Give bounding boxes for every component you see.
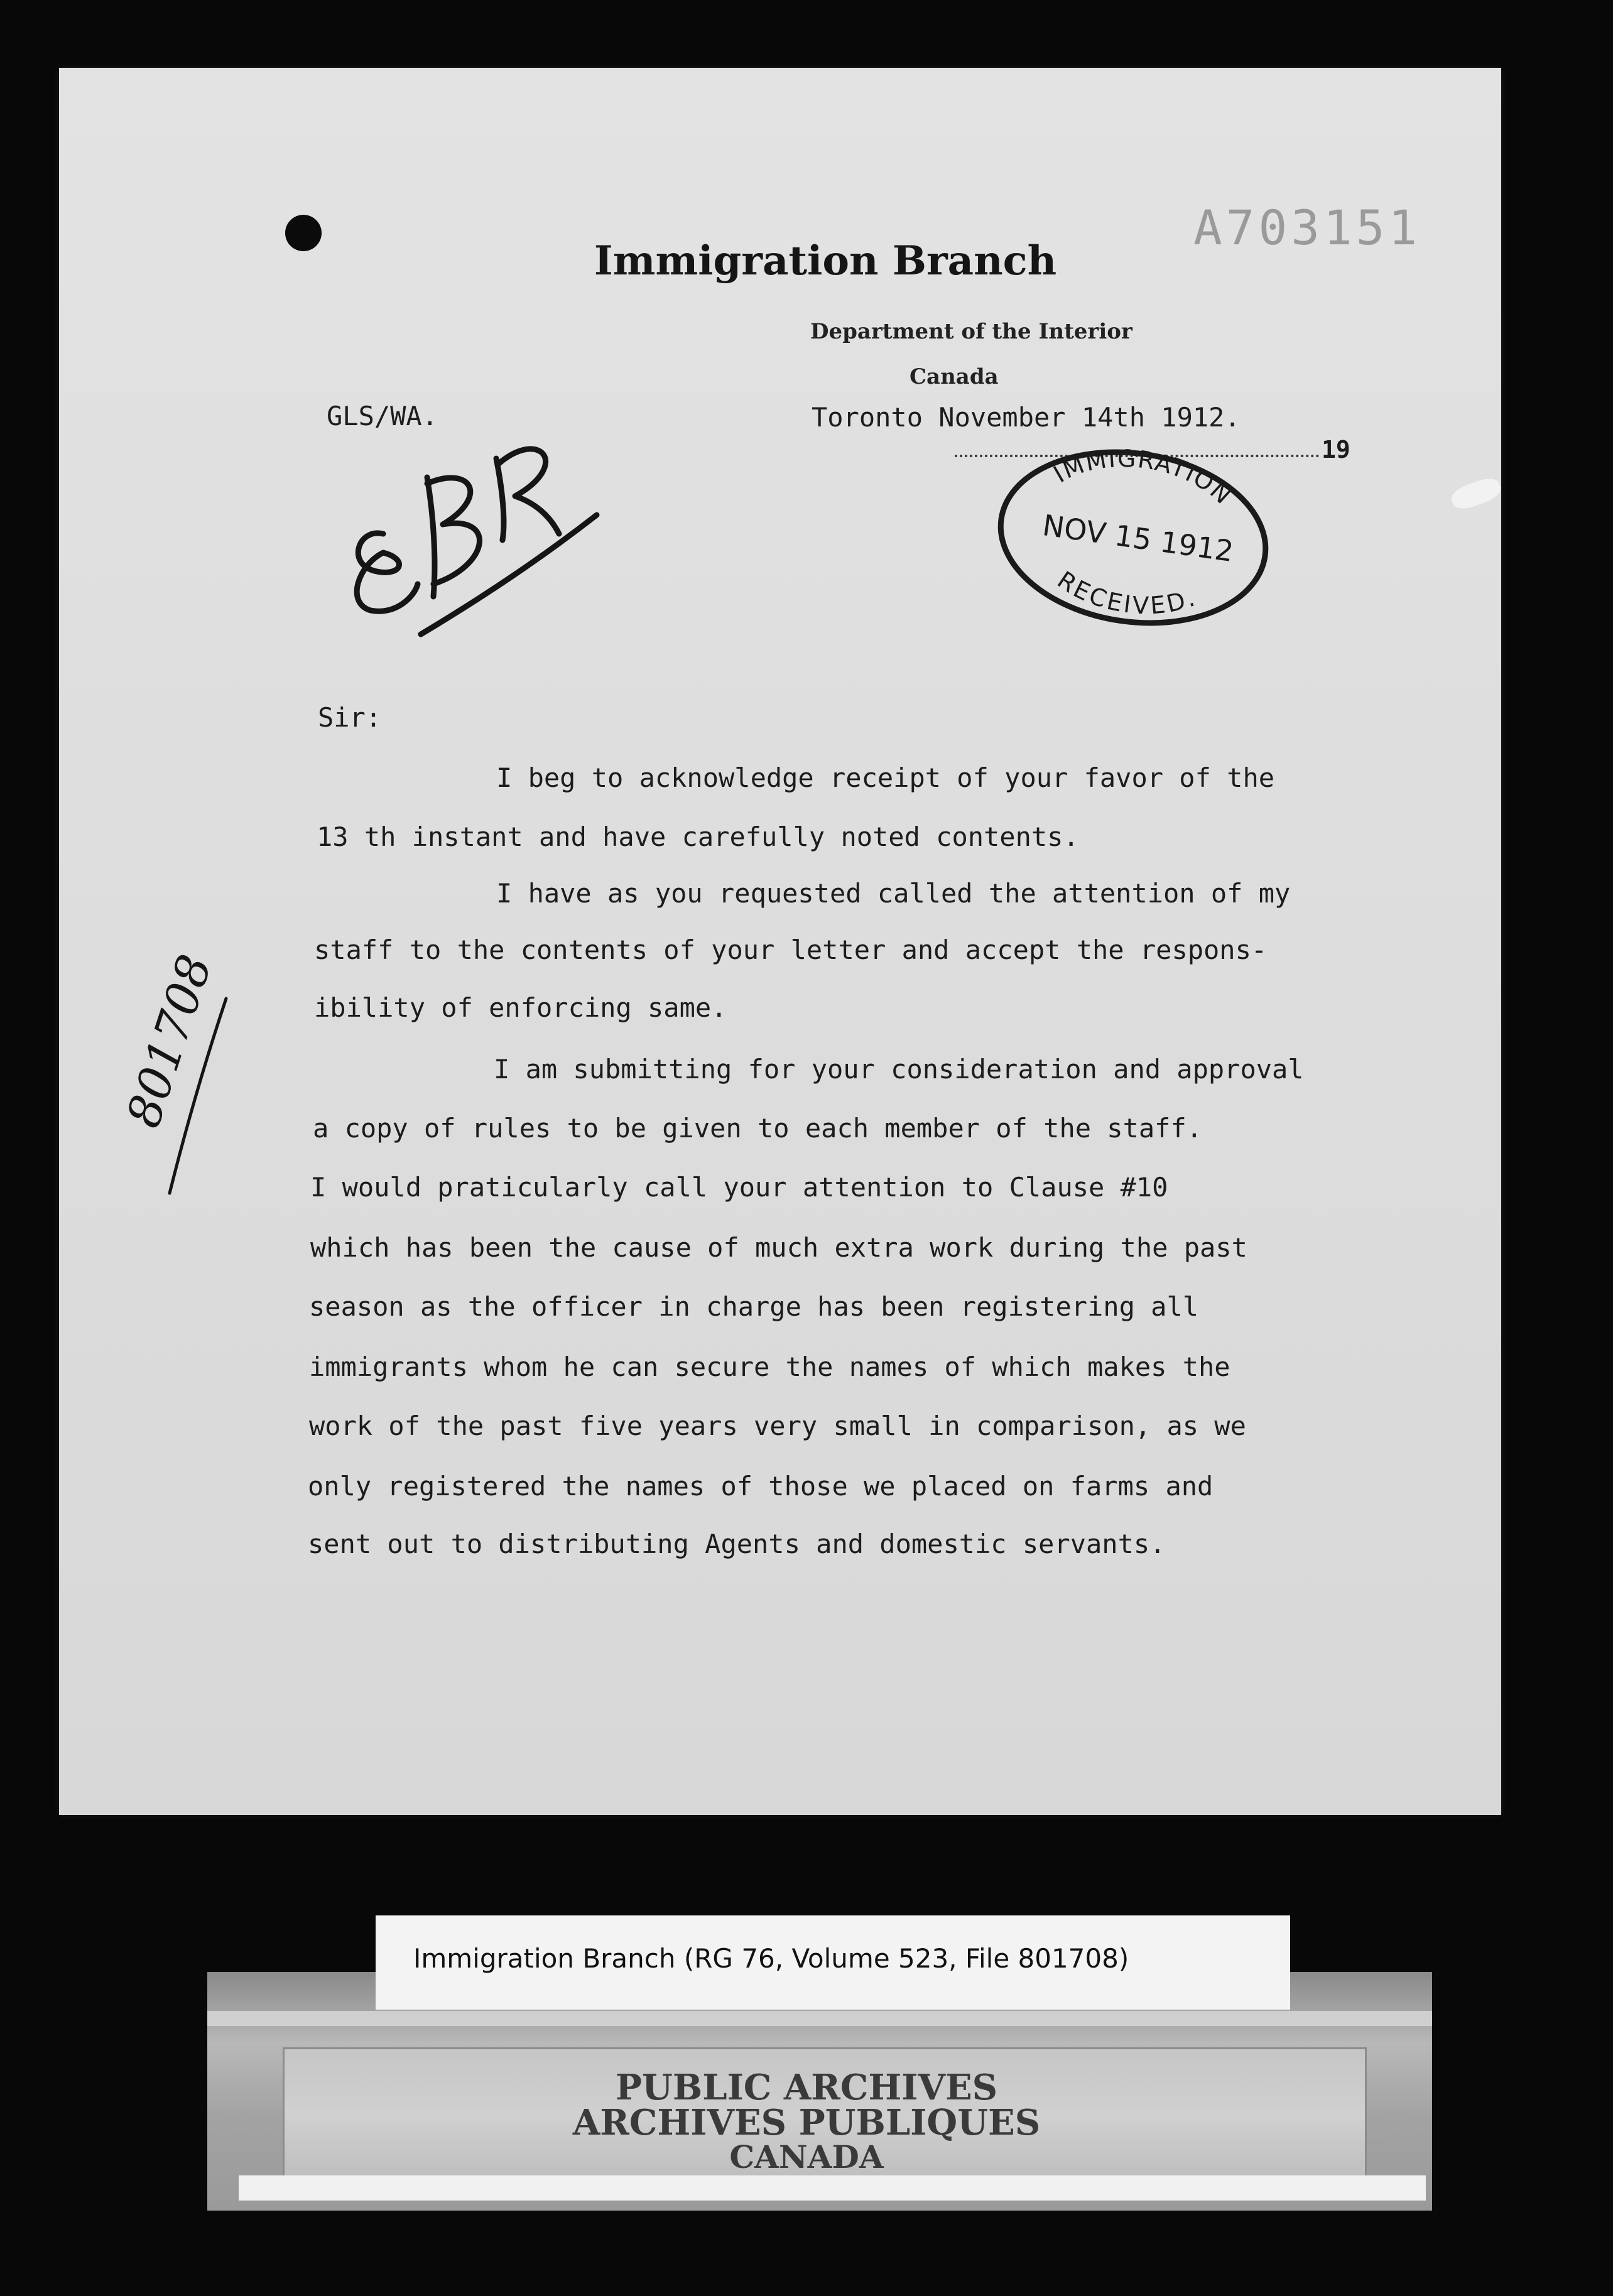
body-line: I have as you requested called the attention of my [496, 878, 1291, 909]
margin-file-note [100, 942, 276, 1206]
body-line: I would praticularly call your attention to Clause #10 [310, 1172, 1168, 1203]
body-line: immigrants whom he can secure the names of which makes the [309, 1351, 1230, 1382]
body-line: sent out to distributing Agents and domestic servants. [308, 1529, 1166, 1559]
body-line: a copy of rules to be given to each member of the staff. [313, 1113, 1203, 1144]
body-line: work of the past five years very small in comparison, as we [309, 1411, 1246, 1441]
body-line: staff to the contents of your letter and accept the respons- [314, 934, 1268, 965]
archives-stamp-line: CANADA [729, 2138, 884, 2175]
received-stamp-date: NOV 15 1912 [1040, 508, 1236, 569]
letterhead-title: Immigration Branch [594, 237, 1057, 284]
file-number-stamp: A703151 [1193, 200, 1421, 256]
public-archives-stamp [0, 2067, 1613, 2175]
body-line: ibility of enforcing same. [314, 992, 727, 1023]
stray-mark [1448, 474, 1503, 512]
archives-stamp-line: PUBLIC ARCHIVES [615, 2067, 998, 2108]
body-line: season as the officer in charge has been registering all [309, 1291, 1199, 1322]
received-stamp-top: IMMIGRATION [1048, 444, 1238, 511]
received-stamp-bottom: RECEIVED. [1052, 565, 1201, 620]
body-line: 13 th instant and have carefully noted contents. [317, 821, 1079, 852]
archive-label-card [376, 1915, 1290, 2010]
reference-initials: GLS/WA. [327, 401, 438, 431]
received-stamp [987, 442, 1276, 631]
date-suffix: 19 [1322, 436, 1350, 463]
handwritten-initials [333, 377, 622, 641]
margin-file-note-text: 801708 [116, 948, 223, 1134]
letterhead-country: Canada [910, 364, 999, 389]
body-line: which has been the cause of much extra work during the past [310, 1232, 1247, 1263]
body-line: I beg to acknowledge receipt of your favor of the [496, 762, 1275, 793]
archive-label-text: Immigration Branch (RG 76, Volume 523, File 801708) [413, 1943, 1129, 1974]
salutation: Sir: [318, 702, 382, 733]
body-line: only registered the names of those we placed on farms and [308, 1471, 1214, 1502]
date-line: Toronto November 14th 1912. [812, 402, 1241, 433]
archive-box-base [239, 2175, 1426, 2201]
letterhead-department: Department of the Interior [810, 319, 1132, 344]
archives-stamp-line: ARCHIVES PUBLIQUES [572, 2102, 1041, 2143]
archive-box-seam [207, 2011, 1432, 2026]
body-line: I am submitting for your consideration and approval [494, 1054, 1304, 1085]
svg-text:IMMIGRATION [1046, 442, 1242, 512]
